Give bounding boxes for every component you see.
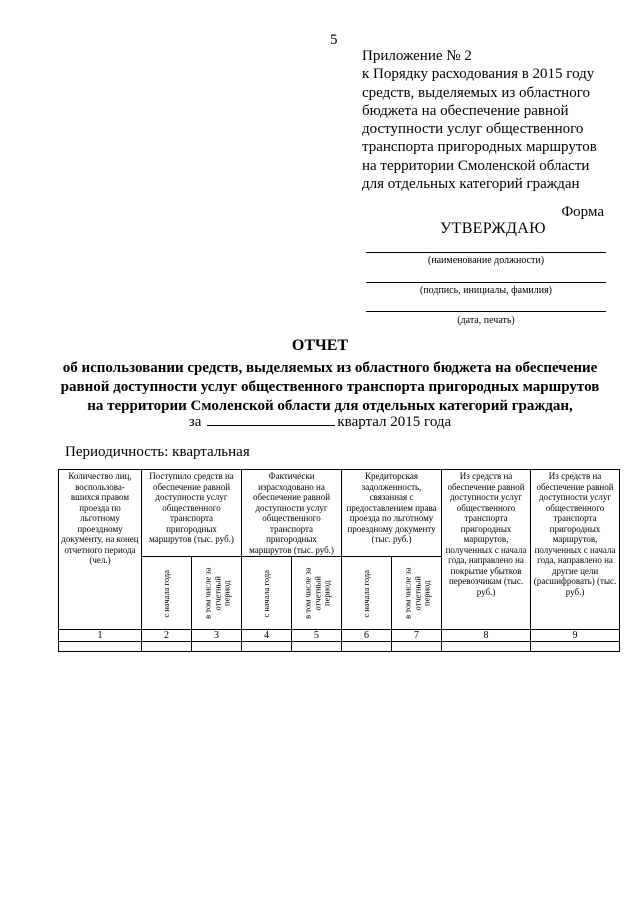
data-row <box>59 642 620 652</box>
form-label: Форма <box>561 204 604 220</box>
data-cell[interactable] <box>192 642 242 652</box>
subheader-from-year-start: с начала года <box>242 557 292 630</box>
header-col9: Из средств на обеспечение равной доступности услуг общественного транспорта пригородных маршрутов, полученных с начала года, направлено на другие цели (расшифровать) (тыс. руб.) <box>531 470 620 630</box>
column-number: 2 <box>142 630 192 642</box>
appendix-line: для отдельных категорий граждан <box>362 176 580 193</box>
signature-caption: (подпись, инициалы, фамилия) <box>419 285 553 296</box>
column-number: 7 <box>392 630 442 642</box>
subheader-reporting-period: в том числе за отчетный период <box>292 557 342 630</box>
data-cell[interactable] <box>142 642 192 652</box>
column-number: 8 <box>442 630 531 642</box>
column-number: 4 <box>242 630 292 642</box>
subheader-reporting-period: в том числе за отчетный период <box>392 557 442 630</box>
data-cell[interactable] <box>342 642 392 652</box>
frequency: Периодичность: квартальная <box>65 444 250 460</box>
date-line <box>366 311 606 312</box>
appendix-line: к Порядку расходования в 2015 году <box>362 66 595 83</box>
data-cell[interactable] <box>531 642 620 652</box>
subtitle-line: об использовании средств, выделяемых из областного бюджета на обеспечение <box>62 360 598 376</box>
subheader-reporting-period: в том числе за отчетный период <box>192 557 242 630</box>
data-cell[interactable] <box>59 642 142 652</box>
subtitle-line: равной доступности услуг общественного транспорта пригородных маршрутов <box>60 379 600 395</box>
data-cell[interactable] <box>292 642 342 652</box>
report-title: ОТЧЕТ <box>291 337 349 354</box>
date-caption: (дата, печать) <box>457 315 515 326</box>
appendix-line: средств, выделяемых из областного <box>362 84 590 101</box>
appendix-line: бюджета на обеспечение равной <box>362 102 569 119</box>
header-row <box>59 470 620 557</box>
column-number: 1 <box>59 630 142 642</box>
position-caption: (наименование должности) <box>427 255 545 266</box>
appendix-line: доступности услуг общественного <box>362 121 584 138</box>
appendix-line: на территории Смоленской области <box>362 157 590 174</box>
period-prefix: за <box>188 414 202 430</box>
column-number-row <box>59 630 620 642</box>
signature-line <box>366 282 606 283</box>
header-col1: Количество лиц, воспользова-вшихся правом проезда по льготному проездному документу, на конец отчетного периода (чел.) <box>59 470 142 630</box>
header-group2: Фактически израсходовано на обеспечение равной доступности услуг общественного транспорта пригородных маршрутов (тыс. руб.) <box>242 470 342 557</box>
appendix-line: Приложение № 2 <box>362 48 472 64</box>
column-number: 3 <box>192 630 242 642</box>
header-col8: Из средств на обеспечение равной доступности услуг общественного транспорта пригородных маршрутов, полученных с начала года, направлено на покрытие убытков перевозчикам (тыс. руб.) <box>442 470 531 630</box>
period-blank <box>207 412 335 426</box>
position-line <box>366 252 606 253</box>
appendix-block <box>362 47 637 193</box>
period-suffix: квартал 2015 года <box>337 414 452 430</box>
column-number: 9 <box>531 630 620 642</box>
period-line <box>0 412 640 431</box>
column-number: 5 <box>292 630 342 642</box>
data-cell[interactable] <box>242 642 292 652</box>
header-group3: Кредиторская задолженность, связанная с предоставлением права проезда по льготному проездному документу (тыс. руб.) <box>342 470 442 557</box>
subtitle-line: на территории Смоленской области для отдельных категорий граждан, <box>87 398 573 414</box>
report-table <box>58 469 620 652</box>
approval-heading: УТВЕРЖДАЮ <box>440 220 546 237</box>
subheader-from-year-start: с начала года <box>342 557 392 630</box>
report-subtitle <box>50 359 610 416</box>
header-group1: Поступило средств на обеспечение равной доступности услуг общественного транспорта пригородных маршрутов (тыс. руб.) <box>142 470 242 557</box>
data-cell[interactable] <box>442 642 531 652</box>
data-cell[interactable] <box>392 642 442 652</box>
page-number: 5 <box>330 32 338 48</box>
appendix-line: транспорта пригородных маршрутов <box>362 139 597 156</box>
column-number: 6 <box>342 630 392 642</box>
subheader-from-year-start: с начала года <box>142 557 192 630</box>
